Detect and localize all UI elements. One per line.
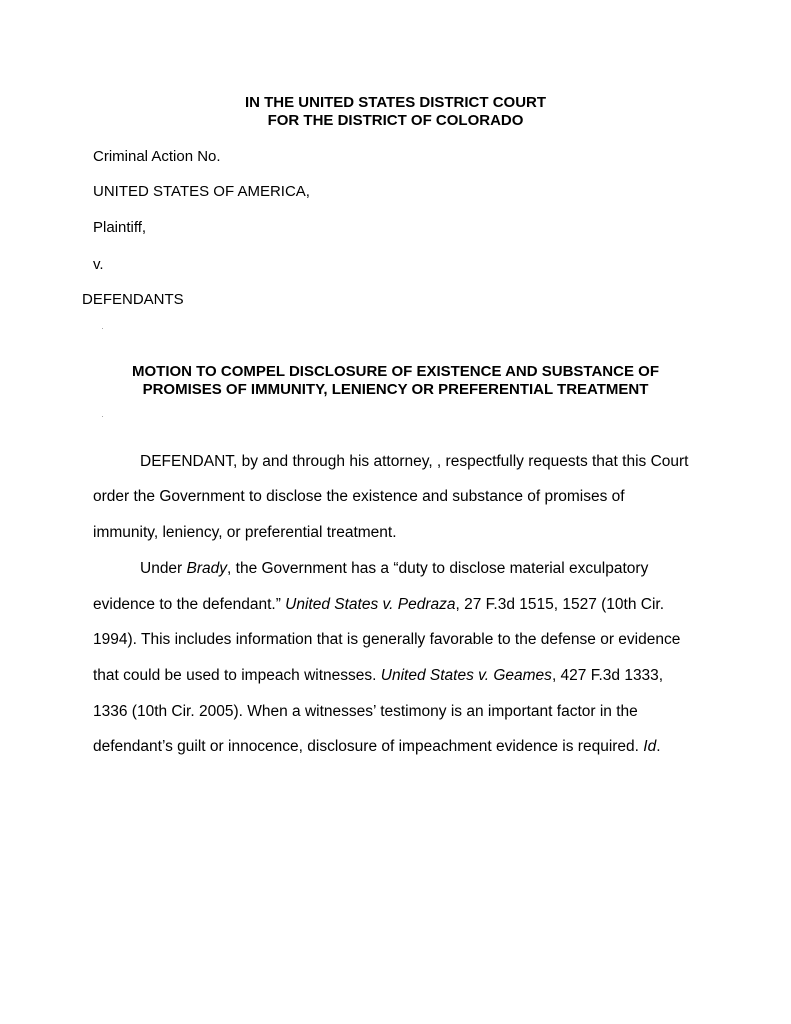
paragraph-1-line-3: immunity, leniency, or preferential treatment.: [93, 524, 397, 541]
paragraph-2-line-6: [93, 737, 661, 757]
plaintiff-role: Plaintiff,: [93, 219, 147, 236]
court-heading-line-2: FOR THE DISTRICT OF COLORADO: [267, 112, 524, 129]
text-segment: , the Government has a “duty to disclose material exculpatory: [227, 560, 649, 577]
stray-mark-2: ·: [101, 411, 104, 421]
case-citation-id: Id: [643, 738, 657, 755]
paragraph-2-line-3: 1994). This includes information that is generally favorable to the defense or evidence: [93, 631, 681, 648]
stray-mark-1: ·: [101, 323, 104, 333]
paragraph-2-line-2: [93, 595, 664, 615]
case-citation-pedraza: United States v. Pedraza: [285, 596, 456, 613]
text-segment: Under: [140, 560, 187, 577]
paragraph-2-line-1: [140, 559, 648, 579]
versus-label: v.: [93, 256, 104, 273]
case-citation-geames: United States v. Geames: [380, 667, 552, 684]
text-segment: , 427 F.3d 1333,: [551, 667, 664, 684]
paragraph-2-line-5: 1336 (10th Cir. 2005). When a witnesses’ testimony is an important factor in the: [93, 703, 638, 720]
text-segment: , 27 F.3d 1515, 1527 (10th Cir.: [455, 596, 665, 613]
defendants-label: DEFENDANTS: [82, 291, 184, 308]
plaintiff-name: UNITED STATES OF AMERICA,: [93, 183, 310, 200]
text-segment: .: [656, 738, 661, 755]
text-segment: evidence to the defendant.”: [93, 596, 286, 613]
court-heading-line-1: IN THE UNITED STATES DISTRICT COURT: [244, 94, 547, 111]
text-segment: defendant’s guilt or innocence, disclosure of impeachment evidence is required.: [93, 738, 644, 755]
paragraph-2-line-4: [93, 666, 663, 686]
case-citation-brady: Brady: [186, 560, 228, 577]
paragraph-1-line-1: DEFENDANT, by and through his attorney, , respectfully requests that this Court: [140, 453, 689, 470]
criminal-action-number: Criminal Action No.: [93, 148, 221, 165]
paragraph-1-line-2: order the Government to disclose the existence and substance of promises of: [93, 488, 625, 505]
motion-title-line-1: MOTION TO COMPEL DISCLOSURE OF EXISTENCE AND SUBSTANCE OF: [132, 363, 659, 380]
text-segment: that could be used to impeach witnesses.: [93, 667, 381, 684]
motion-title-line-2: PROMISES OF IMMUNITY, LENIENCY OR PREFERENTIAL TREATMENT: [142, 381, 649, 398]
